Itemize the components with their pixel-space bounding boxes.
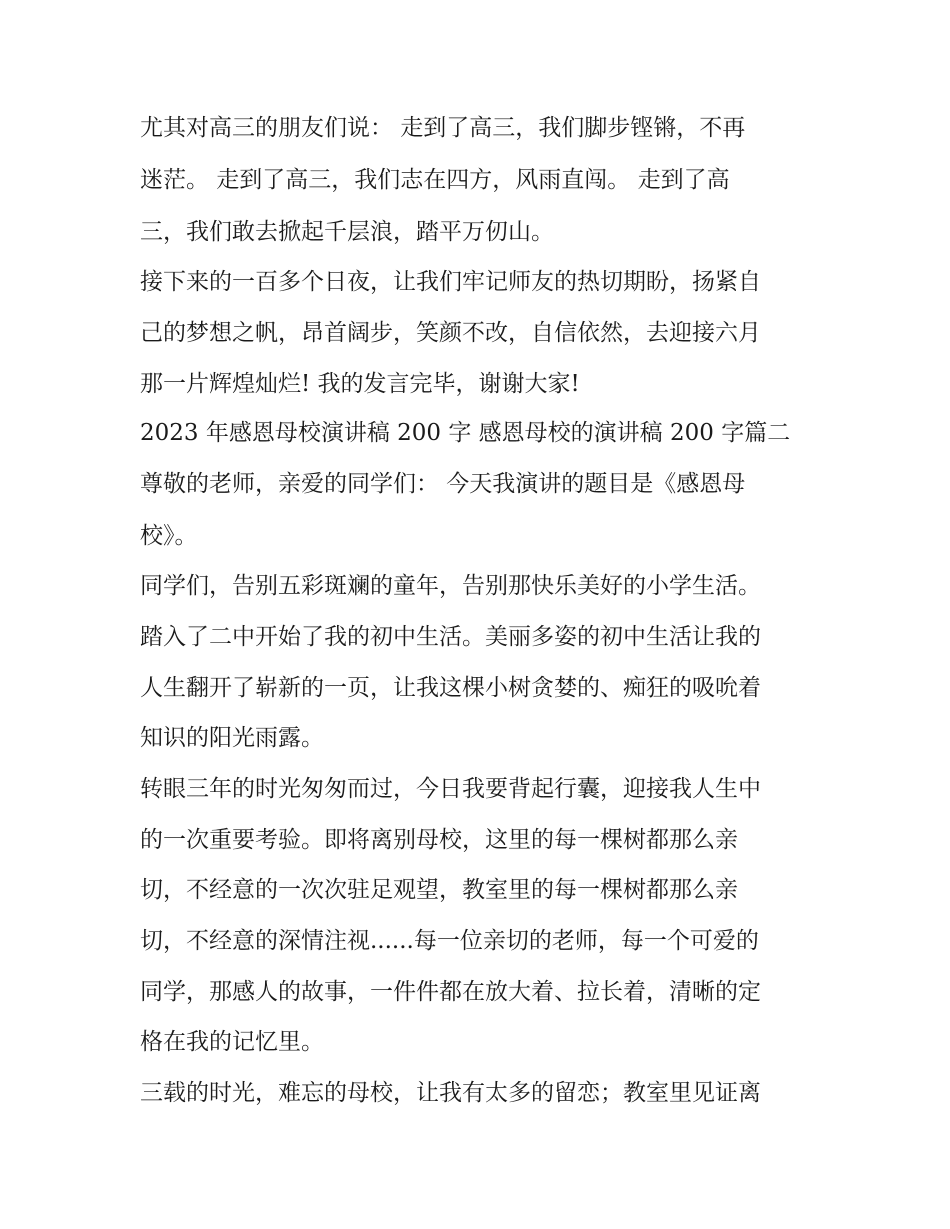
text-line: 己的梦想之帆，昂首阔步，笑颜不改，自信依然，去迎接六月 bbox=[140, 320, 761, 346]
text-line: 切，不经意的一次次驻足观望，教室里的每一棵树都那么亲 bbox=[140, 877, 738, 903]
text-line: 踏入了二中开始了我的初中生活。美丽多姿的初中生活让我的 bbox=[140, 624, 761, 650]
text-line: 那一片辉煌灿烂! 我的发言完毕，谢谢大家! bbox=[140, 371, 580, 397]
text-line: 三，我们敢去掀起千层浪，踏平万仞山。 bbox=[140, 219, 554, 245]
text-line: 同学们，告别五彩斑斓的童年，告别那快乐美好的小学生活。 bbox=[140, 573, 761, 599]
text-line: 格在我的记忆里。 bbox=[140, 1029, 324, 1055]
text-line: 转眼三年的时光匆匆而过，今日我要背起行囊，迎接我人生中 bbox=[140, 776, 761, 802]
heading-line: 2023 年感恩母校演讲稿 200 字 感恩母校的演讲稿 200 字篇二 bbox=[140, 420, 791, 446]
text-line: 接下来的一百多个日夜，让我们牢记师友的热切期盼，扬紧自 bbox=[140, 269, 761, 295]
text-line: 三载的时光，难忘的母校，让我有太多的留恋；教室里见证离 bbox=[140, 1080, 761, 1106]
text-line: 同学，那感人的故事，一件件都在放大着、拉长着，清晰的定 bbox=[140, 979, 761, 1005]
text-line: 校》。 bbox=[140, 523, 198, 549]
text-line: 切，不经意的深情注视......每一位亲切的老师，每一个可爱的 bbox=[140, 928, 759, 954]
text-line: 迷茫。 走到了高三，我们志在四方，风雨直闯。 走到了高 bbox=[140, 167, 730, 193]
text-line: 人生翻开了崭新的一页，让我这棵小树贪婪的、痴狂的吸吮着 bbox=[140, 675, 761, 701]
text-line: 知识的阳光雨露。 bbox=[140, 725, 324, 751]
text-line: 尤其对高三的朋友们说： 走到了高三，我们脚步铿锵，不再 bbox=[140, 115, 746, 141]
text-line: 的一次重要考验。即将离别母校，这里的每一棵树都那么亲 bbox=[140, 827, 738, 853]
text-line: 尊敬的老师，亲爱的同学们： 今天我演讲的题目是《感恩母 bbox=[140, 471, 746, 497]
